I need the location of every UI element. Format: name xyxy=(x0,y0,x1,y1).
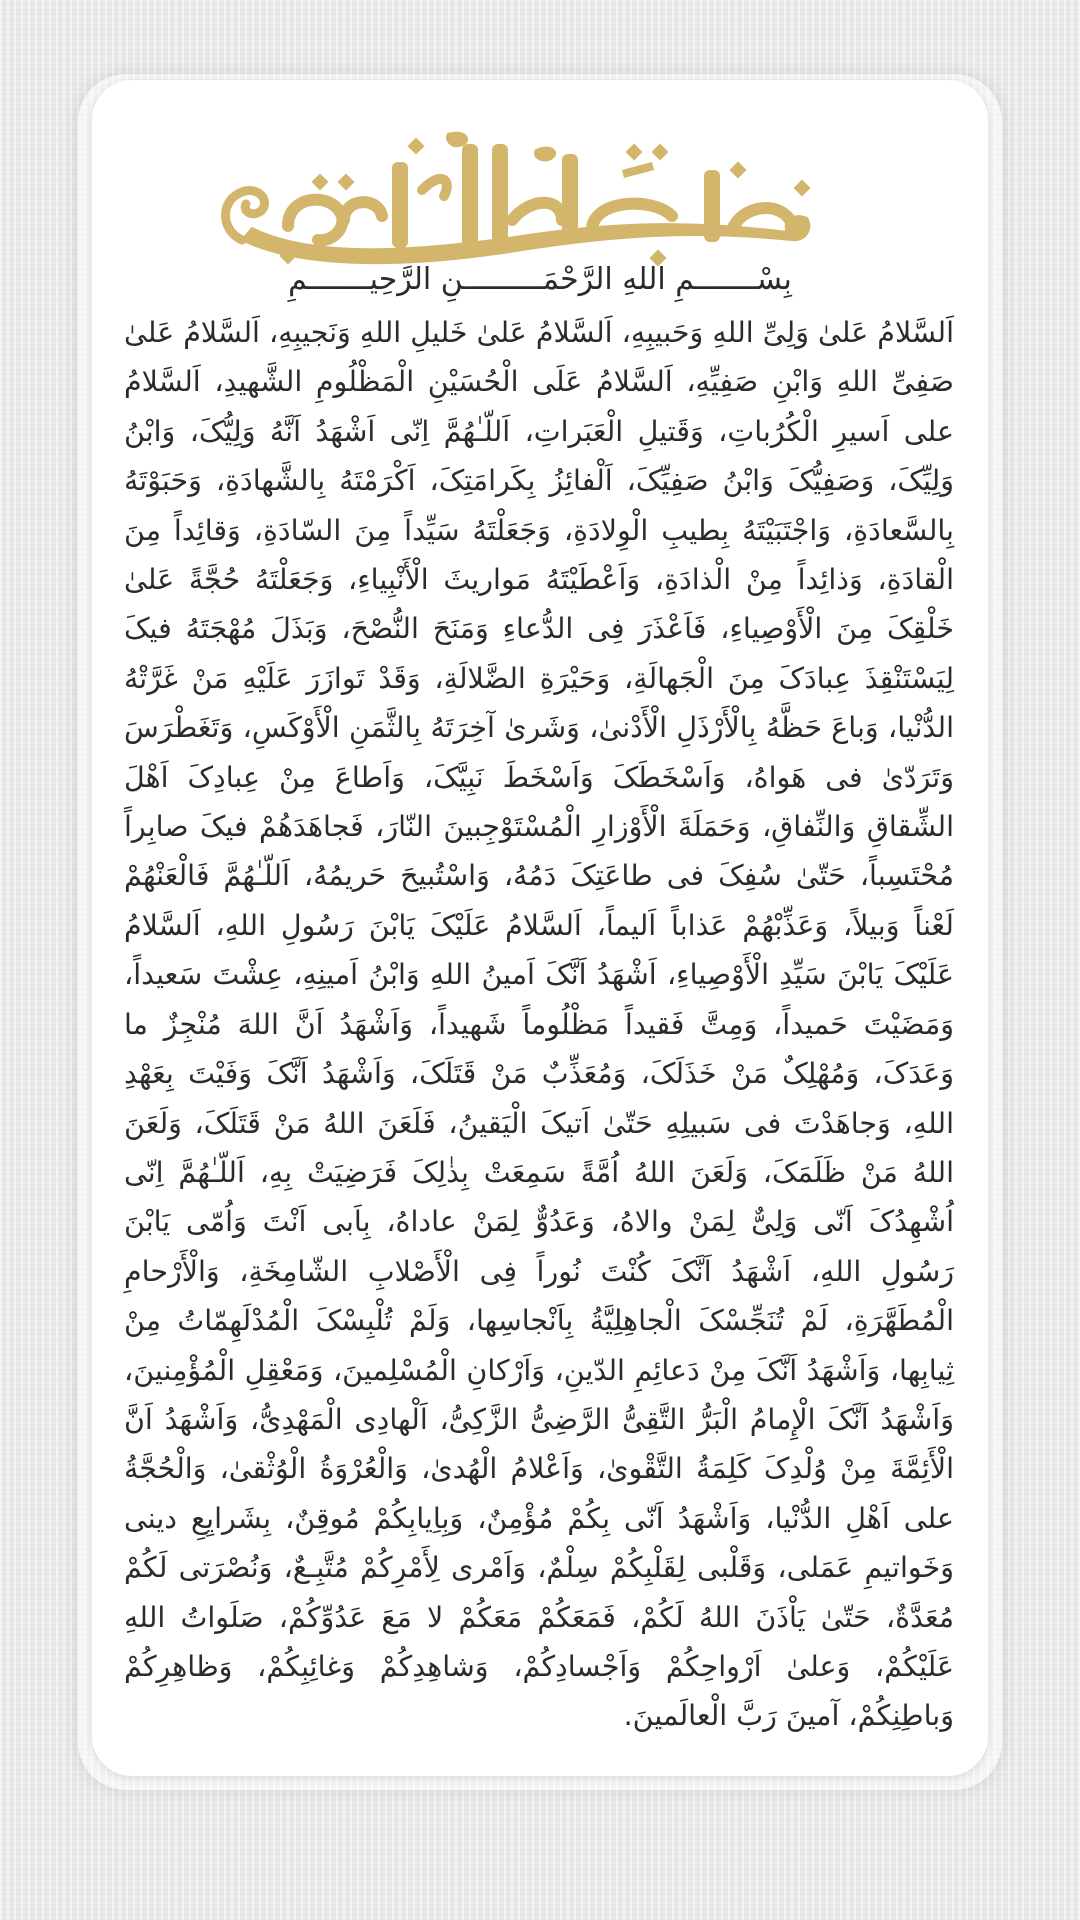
basmala-heading: بِسْـــــــمِ اللهِ الرَّحْمَـــــــــنِ الرَّحِيـــــــمِ xyxy=(288,262,792,297)
ziyarat-text: اَلسَّلامُ عَلىٰ وَلِیِّ اللهِ وَحَبیبِهِ، اَلسَّلامُ عَلىٰ خَلیلِ اللهِ وَنَجیبِهِ، اَلسَّلامُ عَلىٰ صَفِیِّ اللهِ وَابْنِ صَفِیِّهِ، اَلسَّلامُ عَلَى الْحُسَیْنِ الْمَظْلُومِ الشَّهیدِ، اَلسَّلامُ على اَسیرِ الْکُرُباتِ، وَقَتیلِ الْعَبَراتِ، اَللّـٰهُمَّ اِنّی اَشْهَدُ اَنَّهُ وَلِیُّکَ، وَابْنُ وَلِیِّکَ، وَصَفِیُّکَ وَابْنُ صَفِیِّکَ، اَلْفائِزُ بِکَرامَتِکَ، اَکْرَمْتَهُ بِالشَّهادَةِ، وَحَبَوْتَهُ بِالسَّعادَةِ، وَاجْتَبَیْتَهُ بِطیبِ الْوِلادَةِ، وَجَعَلْتَهُ سَیِّداً مِنَ السّادَةِ، وَقائِداً مِنَ الْقادَةِ، وَذائِداً مِنْ الْذادَةِ، وَاَعْطَیْتَهُ مَواریثَ الْأَنْبِیاءِ، وَجَعَلْتَهُ حُجَّةً عَلىٰ خَلْقِکَ مِنَ الْأَوْصِیاءِ، فَاَعْذَرَ فِی الدُّعاءِ وَمَنَحَ النُّصْحَ، وَبَذَلَ مُهْجَتَهُ فیکَ لِیَسْتَنْقِذَ عِبادَکَ مِنَ الْجَهالَةِ، وَحَیْرَةِ الضَّلالَةِ، وَقَدْ تَوازَرَ عَلَیْهِ مَنْ غَرَّتْهُ الدُّنْیا، وَباعَ حَظَّهُ بِالْأَرْذَلِ الْأَدْنىٰ، وَشَرىٰ آخِرَتَهُ بِالثَّمَنِ الْأَوْکَسِ، وَتَغَطْرَسَ وَتَرَدّىٰ فی هَواهُ، وَاَسْخَطَکَ وَاَسْخَطَ نَبِیَّکَ، وَاَطاعَ مِنْ عِبادِکَ اَهْلَ الشِّقاقِ وَالنِّفاقِ، وَحَمَلَةَ الْأَوْزارِ الْمُسْتَوْجِبینَ النّارَ، فَجاهَدَهُمْ فیکَ صابِراً مُحْتَسِباً، حَتّىٰ سُفِکَ فی طاعَتِکَ دَمُهُ، وَاسْتُبیحَ حَریمُهُ، اَللّـٰهُمَّ فَالْعَنْهُمْ لَعْناً وَبیلاً، وَعَذِّبْهُمْ عَذاباً اَلیماً، اَلسَّلامُ عَلَیْکَ یَابْنَ رَسُولِ اللهِ، اَلسَّلامُ عَلَیْکَ یَابْنَ سَیِّدِ الْأَوْصِیاءِ، اَشْهَدُ اَنَّکَ اَمینُ اللهِ وَابْنُ اَمینِهِ، عِشْتَ سَعیداً، وَمَضَیْتَ حَمیداً، وَمِتَّ فَقیداً مَظْلُوماً شَهیداً، وَاَشْهَدُ اَنَّ اللهَ مُنْجِزٌ ما وَعَدَکَ، وَمُهْلِکٌ مَنْ خَذَلَکَ، وَمُعَذِّبٌ مَنْ قَتَلَکَ، وَاَشْهَدُ اَنَّکَ وَفَیْتَ بِعَهْدِ اللهِ، وَجاهَدْتَ فی سَبیلِهِ حَتّىٰ اَتیکَ الْیَقینُ، فَلَعَنَ اللهُ مَنْ قَتَلَکَ، وَلَعَنَ اللهُ مَنْ ظَلَمَکَ، وَلَعَنَ اللهُ اُمَّةً سَمِعَتْ بِذٰلِکَ فَرَضِیَتْ بِهِ، اَللّـٰهُمَّ اِنّی اُشْهِدُکَ اَنّی وَلِیٌّ لِمَنْ والاهُ، وَعَدُوٌّ لِمَنْ عاداهُ، بِاَبی اَنْتَ وَاُمّی یَابْنَ رَسُولِ اللهِ، اَشْهَدُ اَنَّکَ کُنْتَ نُوراً فِی الْأَصْلابِ الشّامِخَةِ، وَالْأَرْحامِ الْمُطَهَّرَةِ، لَمْ تُنَجِّسْکَ الْجاهِلِیَّةُ بِاَنْجاسِها، وَلَمْ تُلْبِسْکَ الْمُدْلَهِمّاتُ مِنْ ثِیابِها، وَاَشْهَدُ اَنَّکَ مِنْ دَعائِمِ الدّینِ، وَاَرْکانِ الْمُسْلِمینَ، وَمَعْقِلِ الْمُؤْمِنینَ، وَاَشْهَدُ اَنَّکَ الْإِمامُ الْبَرُّ التَّقِیُّ الرَّضِیُّ الزَّکِیُّ، اَلْهادِی الْمَهْدِیُّ، وَاَشْهَدُ اَنَّ الْأَئِمَّةَ مِنْ وُلْدِکَ کَلِمَةُ التَّقْوىٰ، وَاَعْلامُ الْهُدىٰ، وَالْعُرْوَةُ الْوُثْقىٰ، وَالْحُجَّةُ على اَهْلِ الدُّنْیا، وَاَشْهَدُ اَنّی بِکُمْ مُؤْمِنٌ، وَبِاِیابِکُمْ مُوقِنٌ، بِشَرایِعِ دینی وَخَواتیمِ عَمَلی، وَقَلْبی لِقَلْبِکُمْ سِلْمٌ، وَاَمْری لِأَمْرِکُمْ مُتَّبِـعٌ، وَنُصْرَتی لَکُمْ مُعَدَّةٌ، حَتّىٰ یَاْذَنَ اللهُ لَکُمْ، فَمَعَکُمْ مَعَکُمْ لا مَعَ عَدُوِّکُمْ، صَلَواتُ اللهِ عَلَیْکُمْ، وَعلىٰ اَرْواحِکُمْ وَاَجْسادِکُمْ، وَشاهِدِکُمْ وَغائِبِکُمْ، وَظاهِرِکُمْ وَباطِنِکُمْ، آمینَ رَبَّ الْعالَمینَ. xyxy=(124,316,954,1733)
text-card xyxy=(92,80,988,1776)
